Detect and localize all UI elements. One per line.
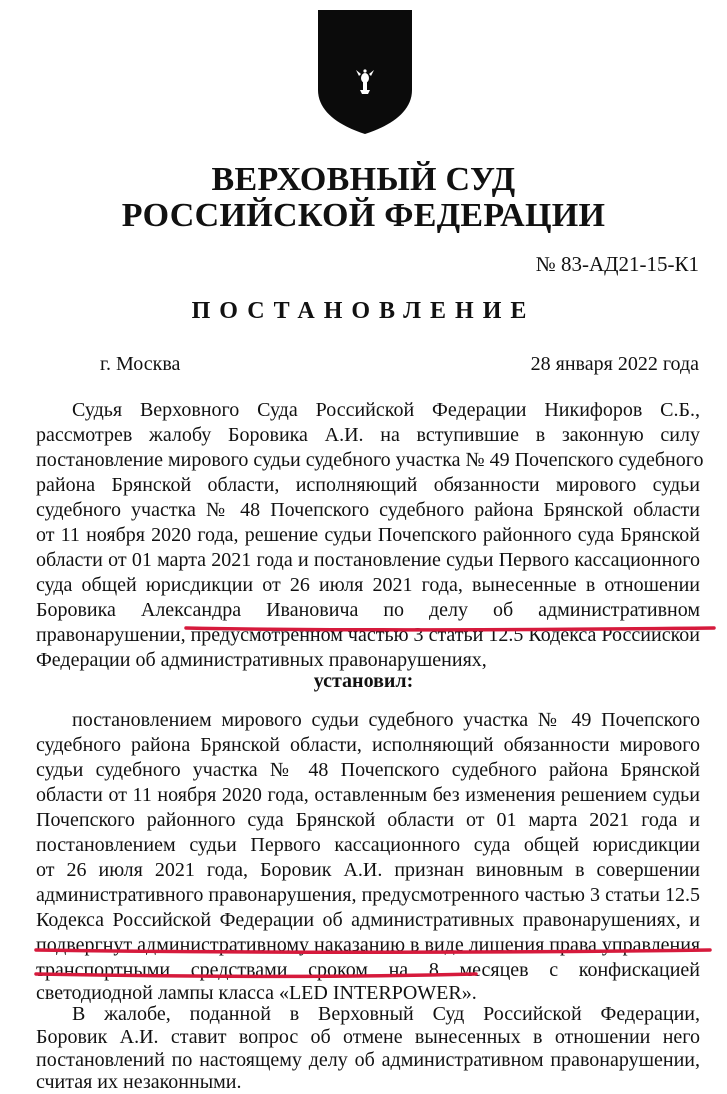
body-line: постановлением мирового судьи судебного участка № 49 Почепского xyxy=(72,709,700,731)
body-line: области от 11 ноября 2020 года, оставленным без изменения решением судьи xyxy=(36,784,700,806)
complaint-line: В жалобе, поданной в Верховный Суд Российской Федерации, xyxy=(72,1003,700,1025)
body-line: от 26 июля 2021 года, Боровик А.И. признан виновным в совершении xyxy=(36,859,700,881)
intro-line: Судья Верховного Суда Российской Федерации Никифоров С.Б., xyxy=(72,399,700,421)
body-line: постановлением судьи Первого кассационного суда общей юрисдикции xyxy=(36,834,700,856)
document-date: 28 января 2022 года xyxy=(530,353,699,375)
body-line: судебного района Брянской области, исполняющий обязанности мирового xyxy=(36,734,700,756)
intro-line: правонарушении, предусмотренном частью 3 статьи 12.5 Кодекса Российской xyxy=(36,624,700,646)
complaint-line: Боровик А.И. ставит вопрос об отмене вынесенных в отношении него xyxy=(36,1026,700,1048)
body-line: административного правонарушения, предусмотренного частью 3 статьи 12.5 xyxy=(36,884,700,906)
court-name-line-1: ВЕРХОВНЫЙ СУД xyxy=(211,161,516,198)
intro-line: постановление мирового судьи судебного участка № 49 Почепского судебного xyxy=(36,449,704,471)
city: г. Москва xyxy=(100,353,181,375)
intro-line: от 11 ноября 2020 года, решение судьи Почепского районного суда Брянской xyxy=(36,524,700,546)
case-number: № 83-АД21-15-К1 xyxy=(535,252,699,276)
complaint-line: считая их незаконными. xyxy=(36,1071,242,1093)
court-name-line-2: РОССИЙСКОЙ ФЕДЕРАЦИИ xyxy=(121,197,606,234)
intro-line: Боровика Александра Ивановича по делу об административном xyxy=(36,599,700,621)
body-line: Почепского районного суда Брянской области от 01 марта 2021 года и xyxy=(36,809,700,831)
intro-line: Федерации об административных правонарушениях, xyxy=(36,649,487,671)
body-line: Кодекса Российской Федерации об административных правонарушениях, и xyxy=(36,909,700,931)
intro-line: суда общей юрисдикции от 26 июля 2021 года, вынесенные в отношении xyxy=(36,574,700,596)
body-line: светодиодной лампы класса «LED INTERPOWER». xyxy=(36,982,477,1004)
document-type-title: ПОСТАНОВЛЕНИЕ xyxy=(191,298,536,324)
intro-line: области от 01 марта 2021 года и постановление судьи Первого кассационного xyxy=(36,549,700,571)
intro-line: района Брянской области, исполняющий обязанности мирового судьи xyxy=(36,474,700,496)
intro-line: рассмотрев жалобу Боровика А.И. на вступившие в законную силу xyxy=(36,424,700,446)
intro-line: судебного участка № 48 Почепского судебного района Брянской области xyxy=(36,499,700,521)
established-heading: установил: xyxy=(313,670,414,692)
coat-of-arms-emblem-icon xyxy=(316,8,414,136)
body-line: транспортными средствами сроком на 8 месяцев с конфискацией xyxy=(36,959,700,981)
body-line: судьи судебного участка № 48 Почепского судебного района Брянской xyxy=(36,759,700,781)
complaint-line: постановлений по настоящему делу об административном правонарушении, xyxy=(36,1049,700,1071)
body-line: подвергнут административному наказанию в виде лишения права управления xyxy=(36,934,701,956)
